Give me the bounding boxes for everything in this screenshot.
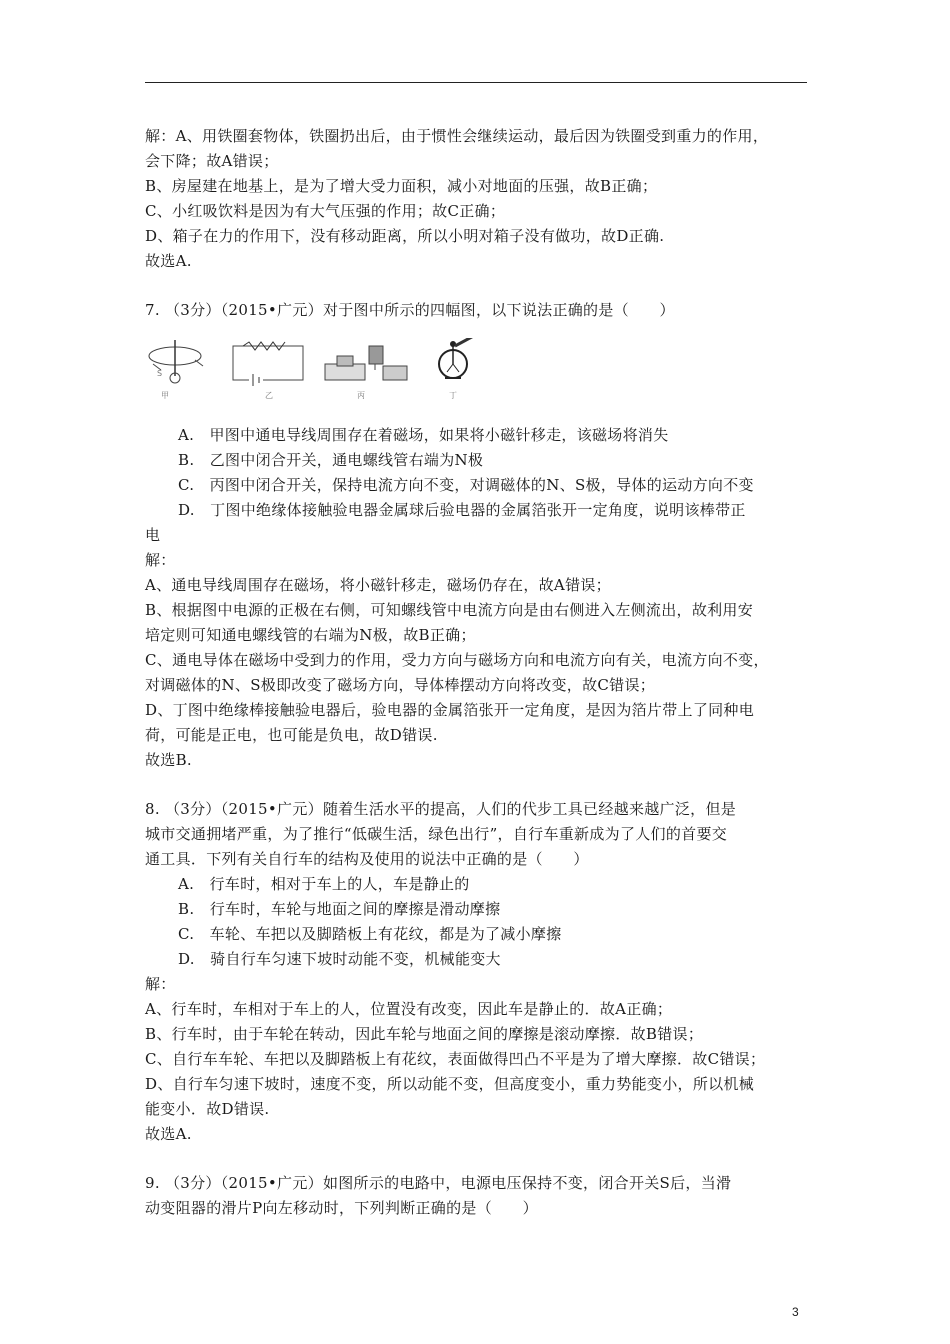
q7-solution-line-5: C、通电导体在磁场中受到力的作用，受力方向与磁场方向和电流方向有关，电流方向不变，: [145, 651, 769, 669]
q6-solution-line-3: B、房屋建在地基上，是为了增大受力面积，减小对地面的压强，故B正确；: [145, 177, 658, 195]
figure-jia-s: S: [157, 369, 163, 378]
q7-solution-line-4: 培定则可知通电螺线管的右端为N极，故B正确；: [145, 626, 476, 644]
q8-solution-line-3: B、行车时，由于车轮在转动，因此车轮与地面之间的摩擦是滚动摩擦．故B错误；: [145, 1025, 704, 1043]
q7-option-d: D. 丁图中绝缘体接触验电器金属球后验电器的金属箔张开一定角度，说明该棒带正: [178, 501, 746, 519]
q7-solution-line-1: 解：: [145, 551, 176, 569]
q6-solution-line-5: D、箱子在力的作用下，没有移动距离，所以小明对箱子没有做功，故D正确.: [145, 227, 665, 245]
q6-solution-line-2: 会下降；故A错误；: [145, 152, 279, 170]
q7-answer: 故选B.: [145, 751, 192, 769]
figure-ding: [439, 338, 481, 400]
page-number: 3: [792, 1305, 799, 1319]
q7-option-a: A. 甲图中通电导线周围存在着磁场，如果将小磁针移走，该磁场将消失: [178, 426, 669, 444]
q7-option-d-wrap: 电: [145, 526, 161, 544]
q8-option-b: B. 行车时，车轮与地面之间的摩擦是滑动摩擦: [178, 900, 501, 918]
q7-solution-line-8: 荷，可能是正电，也可能是负电，故D错误.: [145, 726, 438, 744]
q9-stem-line-1: 9. （3分）（2015•广元）如图所示的电路中，电源电压保持不变，闭合开关S后，当滑: [145, 1174, 732, 1192]
figure-bing: [325, 346, 407, 400]
header-rule: [145, 82, 807, 83]
q8-answer: 故选A.: [145, 1125, 192, 1143]
q8-stem-line-2: 城市交通拥堵严重，为了推行“低碳生活，绿色出行”，自行车重新成为了人们的首要交: [145, 825, 728, 843]
q7-solution-line-6: 对调磁体的N、S极即改变了磁场方向，导体棒摆动方向将改变，故C错误；: [145, 676, 656, 694]
figure-yi: [233, 342, 303, 400]
q7-figure-strip: [145, 338, 505, 404]
figure-bing-caption: 丙: [357, 391, 365, 400]
q8-solution-line-1: 解：: [145, 975, 176, 993]
figure-ding-caption: 丁: [449, 391, 457, 400]
q8-solution-line-2: A、行车时，车相对于车上的人，位置没有改变，因此车是静止的．故A正确；: [145, 1000, 673, 1018]
figure-yi-caption: 乙: [265, 391, 273, 400]
q8-stem-line-3: 通工具．下列有关自行车的结构及使用的说法中正确的是（ ）: [145, 850, 589, 868]
q7-figures: [145, 338, 505, 404]
q7-solution-line-2: A、通电导线周围存在磁场，将小磁针移走，磁场仍存在，故A错误；: [145, 576, 611, 594]
q8-option-c: C. 车轮、车把以及脚踏板上有花纹，都是为了减小摩擦: [178, 925, 562, 943]
q6-solution-line-4: C、小红吸饮料是因为有大气压强的作用；故C正确；: [145, 202, 506, 220]
q9-stem-line-2: 动变阻器的滑片P向左移动时，下列判断正确的是（ ）: [145, 1199, 538, 1217]
q8-option-d: D. 骑自行车匀速下坡时动能不变，机械能变大: [178, 950, 501, 968]
q7-option-c: C. 丙图中闭合开关，保持电流方向不变，对调磁体的N、S极，导体的运动方向不变: [178, 476, 754, 494]
q8-option-a: A. 行车时，相对于车上的人，车是静止的: [178, 875, 470, 893]
q8-solution-line-6: 能变小．故D错误.: [145, 1100, 270, 1118]
q6-solution-line-1: 解：A、用铁圈套物体，铁圈扔出后，由于惯性会继续运动，最后因为铁圈受到重力的作用，: [145, 127, 769, 145]
figure-jia: [149, 340, 203, 400]
q8-stem-line-1: 8. （3分）（2015•广元）随着生活水平的提高，人们的代步工具已经越来越广泛，但是: [145, 800, 737, 818]
q7-solution-line-7: D、丁图中绝缘棒接触验电器后，验电器的金属箔张开一定角度，是因为箔片带上了同种电: [145, 701, 755, 719]
q6-answer: 故选A.: [145, 252, 192, 270]
q7-solution-line-3: B、根据图中电源的正极在右侧，可知螺线管中电流方向是由右侧进入左侧流出，故利用安: [145, 601, 754, 619]
figure-jia-caption: 甲: [161, 391, 169, 400]
q8-solution-line-5: D、自行车匀速下坡时，速度不变，所以动能不变，但高度变小，重力势能变小，所以机械: [145, 1075, 755, 1093]
q8-solution-line-4: C、自行车车轮、车把以及脚踏板上有花纹，表面做得凹凸不平是为了增大摩擦．故C错误；: [145, 1050, 766, 1068]
q7-stem: 7. （3分）（2015•广元）对于图中所示的四幅图，以下说法正确的是（ ）: [145, 301, 675, 319]
q7-option-b: B. 乙图中闭合开关，通电螺线管右端为N极: [178, 451, 484, 469]
